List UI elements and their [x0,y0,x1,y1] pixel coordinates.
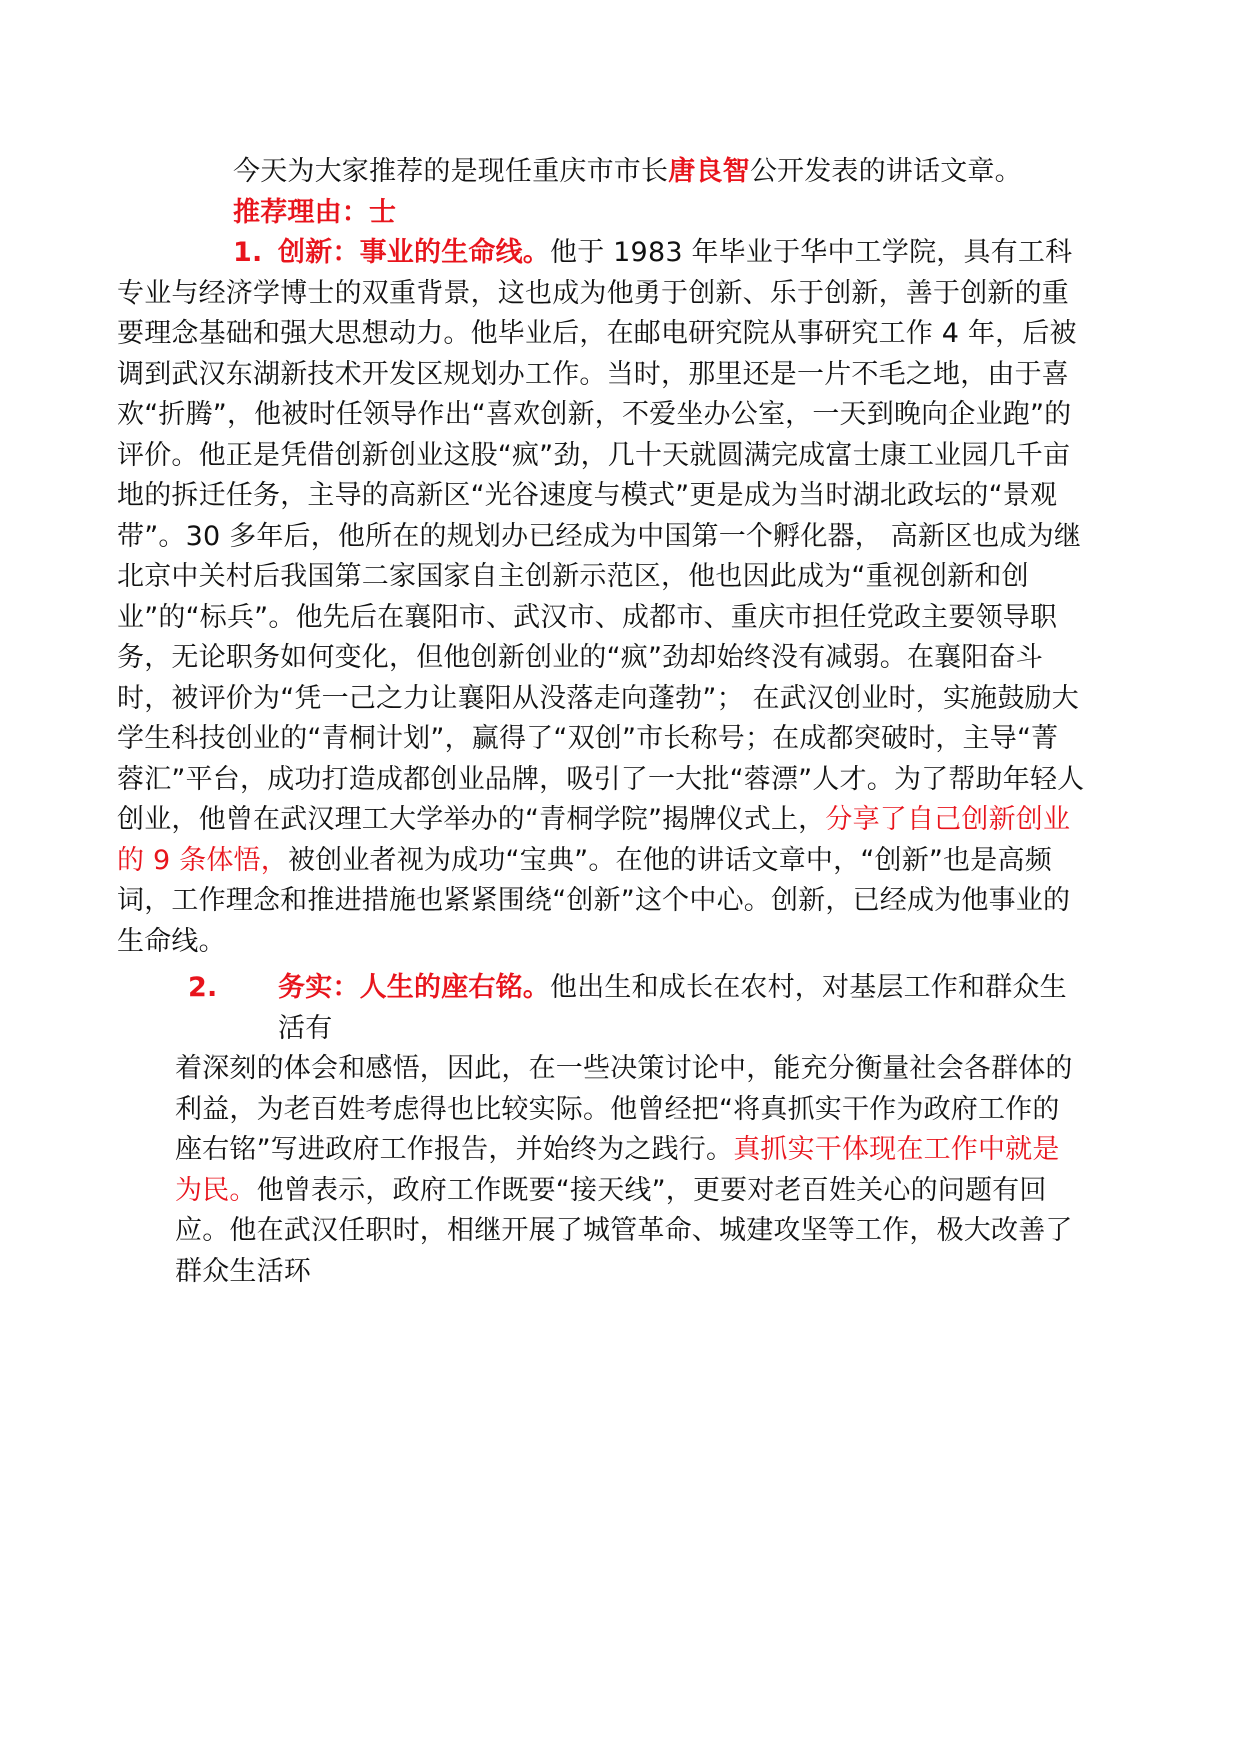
item-2-text-c: 他曾表示，政府工作既要“接天线”，更要对老百姓关心的问题有回应。他在武汉任职时，相继开展了城管革命、城建攻坚等工作，极大改善了群众生活环 [175,1174,1073,1287]
item-1-text-b: 被创业者视为成功“宝典”。在他的讲话文章中，“创新”也是高频词，工作理念和推进措施也紧紧围绕“创新”这个中心。创新，已经成为他事业的生命线。 [117,844,1071,957]
item-2-highlight: 真抓实干体现在工作中就是为民。 [175,1134,1060,1206]
reason-heading: 推荐理由：士 [233,196,397,228]
item-2-heading-line [175,968,1085,1049]
intro-text-after: 公开发表的讲话文章。 [749,156,1022,187]
intro-text-before: 今天为大家推荐的是现任重庆市市长 [233,156,669,187]
item-1-paragraph [117,233,1085,962]
item-2-title: 务实：人生的座右铭。 [278,972,550,1003]
item-1-highlight: 分享了自己创新创业的 9 条体悟， [117,804,1071,876]
item-2-number: 2. [188,972,218,1003]
item-2-text-b: 着深刻的体会和感悟，因此，在一些决策讨论中，能充分衡量社会各群体的利益，为老百姓考虑得也比较实际。他曾经把“将真抓实干作为政府工作的座右铭”写进政府工作报告，并始终为之践行。 [175,1053,1073,1165]
item-2-paragraph [175,1049,1085,1292]
mayor-name: 唐良智 [668,156,750,187]
item-2-text-a: 他出生和成长在农村，对基层工作和群众生活有 [278,972,1067,1044]
intro-paragraph [175,152,1085,193]
item-1-title: 创新：事业的生命线。 [278,237,550,268]
item-1-number: 1. [233,237,263,268]
article-body [117,152,1085,1292]
item-1-text-a: 他于 1983 年毕业于华中工学院，具有工科专业与经济学博士的双重背景，这也成为他勇于创新、乐于创新，善于创新的重要理念基础和强大思想动力。他毕业后，在邮电研究院从事研究工作 4 年，后被调到武汉东湖新技术开发区规划办工作。当时，那里还是一片不毛之地，由于喜欢“折腾”，他被时任领导作出“喜欢创新，不爱坐办公室，一天到晚向企业跑”的评价。他正是凭借创新创业这股“疯”劲，几十天就圆满完成富士康工业园几千亩地的拆迁任务，主导的高新区“光谷速度与模式”更是成为当时湖北政坛的“景观带”。30 多年后，他所在的规划办已经成为中国第一个孵化器， 高新区也成为继北京中关村后我国第二家国家自主创新示范区，他也因此成为“重视创新和创业”的“标兵”。他先后在襄阳市、武汉市、成都市、重庆市担任党政主要领导职务，无论职务如何变化，但他创新创业的“疯”劲却始终没有减弱。在襄阳奋斗时，被评价为“凭一己之力让襄阳从没落走向蓬勃”； 在武汉创业时，实施鼓励大学生科技创业的“青桐计划”，赢得了“双创”市长称号；在成都突破时，主导“菁蓉汇”平台，成功打造成都创业品牌，吸引了一大批“蓉漂”人才。为了帮助年轻人创业，他曾在武汉理工大学举办的“青桐学院”揭牌仪式上， [117,237,1085,835]
